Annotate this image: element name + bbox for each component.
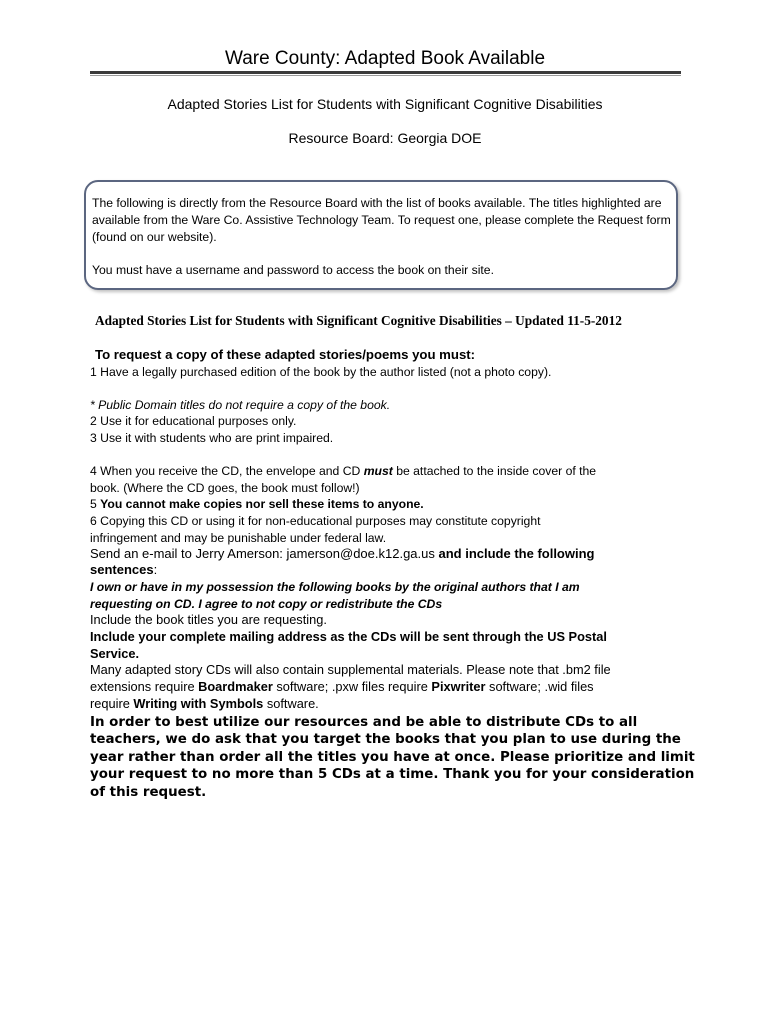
- requirement-item-continued: infringement and may be punishable under federal law.: [90, 531, 387, 545]
- software-text: require: [90, 696, 134, 711]
- software-note: [90, 679, 594, 696]
- requirement-text: be attached to the inside cover of the: [392, 464, 597, 478]
- mailing-address-note: Include your complete mailing address as the CDs will be sent through the US Postal: [90, 629, 607, 644]
- software-text: software; .wid files: [485, 679, 594, 694]
- requirement-item: 6 Copying this CD or using it for non-educational purposes may constitute copyright: [90, 514, 541, 528]
- requirement-number: 5: [90, 497, 101, 511]
- software-text: software; .pxw files require: [272, 679, 432, 694]
- page-title: Ware County: Adapted Book Available: [224, 48, 546, 69]
- ownership-statement: I own or have in my possession the following books by the original authors that I am: [90, 580, 580, 594]
- notice-paragraph: The following is directly from the Resource Board with the list of books available. The titles highlighted are available from the Ware Co. Assistive Technology Team. To request one, please complete the Request form (found on our website).: [92, 196, 671, 244]
- email-text: Send an e-mail to Jerry Amerson: jamerson@doe.k12.ga.us: [90, 546, 439, 561]
- requirement-text: 4 When you receive the CD, the envelope and CD: [90, 464, 364, 478]
- emphasis-must: must: [363, 464, 393, 478]
- colon: :: [153, 562, 158, 577]
- software-note: Many adapted story CDs will also contain supplemental materials. Please note that .bm2 file: [90, 662, 611, 677]
- requirement-item: 2 Use it for educational purposes only.: [90, 414, 297, 428]
- sentences-label: [90, 562, 157, 579]
- title-underline: [90, 71, 681, 74]
- software-text: software.: [263, 696, 319, 711]
- software-pixwriter: Pixwriter: [431, 679, 486, 694]
- requirements-heading: To request a copy of these adapted stories/poems you must:: [95, 347, 476, 362]
- sentences-word: sentences: [90, 562, 154, 577]
- closing-paragraph: In order to best utilize our resources and be able to distribute CDs to all teachers, we do ask that you target the books that you plan to use during the year rather than order all the titles you have at once. Please prioritize and limit your request to no more than 5 CDs at a time. Thank you for your consideration of this request.: [90, 715, 695, 800]
- requirement-item: [90, 463, 596, 480]
- email-instruction: [90, 546, 594, 563]
- subtitle: Adapted Stories List for Students with Significant Cognitive Disabilities: [167, 96, 603, 112]
- resource-board-label: Resource Board: Georgia DOE: [288, 130, 482, 146]
- requirement-item: 1 Have a legally purchased edition of the book by the author listed (not a photo copy).: [90, 365, 552, 379]
- title-underline-shadow: [90, 75, 681, 76]
- mailing-address-note: Service.: [90, 646, 140, 661]
- software-writing-with-symbols: Writing with Symbols: [133, 696, 264, 711]
- notice-paragraph: You must have a username and password to access the book on their site.: [92, 263, 494, 277]
- public-domain-note: * Public Domain titles do not require a copy of the book.: [90, 398, 391, 412]
- software-text: extensions require: [90, 679, 199, 694]
- software-boardmaker: Boardmaker: [198, 679, 273, 694]
- requirement-text: You cannot make copies nor sell these items to anyone.: [100, 497, 424, 511]
- requirement-item: 3 Use it with students who are print impaired.: [90, 431, 334, 445]
- list-heading: Adapted Stories List for Students with Significant Cognitive Disabilities – Updated 11-5-2012: [95, 313, 622, 328]
- requirement-item: [90, 496, 424, 513]
- ownership-statement: requesting on CD. I agree to not copy or redistribute the CDs: [90, 597, 443, 611]
- email-bold-text: and include the following: [438, 546, 595, 561]
- software-note: [90, 696, 319, 713]
- requirement-item-continued: book. (Where the CD goes, the book must follow!): [90, 481, 360, 495]
- include-titles: Include the book titles you are requesting.: [90, 612, 327, 627]
